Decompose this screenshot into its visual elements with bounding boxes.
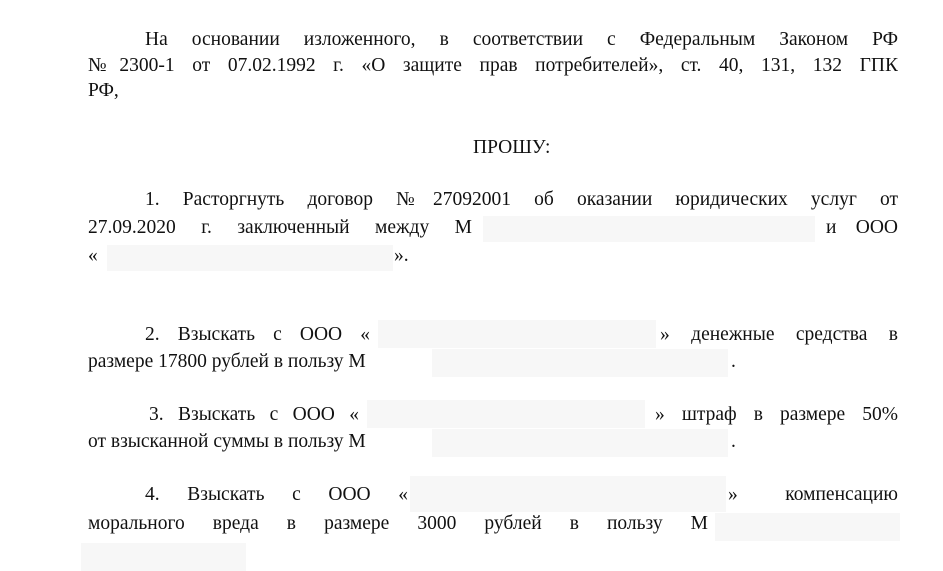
- item-1-line-2a: 27.09.2020 г. заключенный между М: [88, 217, 472, 238]
- redacted-company: [367, 400, 645, 428]
- item-3-line-1a: 3. Взыскать с ООО «: [149, 404, 359, 425]
- redacted-name: [432, 429, 728, 457]
- intro-line-3: РФ,: [88, 80, 119, 101]
- item-4-line-1b: » компенсацию: [728, 484, 898, 505]
- item-3-line-2a: от взысканной суммы в пользу М: [88, 431, 366, 452]
- item-2-line-2b: .: [731, 351, 736, 372]
- item-1-line-2b: и ООО: [826, 217, 898, 238]
- redacted-name: [715, 513, 900, 541]
- item-1-line-1: 1. Расторгнуть договор №27092001 об оказании юридических услуг от: [145, 189, 898, 210]
- item-2-line-1a: 2. Взыскать с ООО «: [145, 324, 370, 345]
- redacted-name: [483, 216, 815, 242]
- item-2-line-2a: размере 17800 рублей в пользу М: [88, 351, 366, 372]
- redacted-name: [432, 349, 728, 377]
- item-1-line-3a: «: [88, 245, 98, 266]
- item-3-line-1b: » штраф в размере 50%: [655, 404, 898, 425]
- item-3-line-2b: .: [731, 431, 736, 452]
- item-4-line-2a: морального вреда в размере 3000 рублей в пользу М: [88, 513, 708, 534]
- intro-line-2: №2300-1 от 07.02.1992 г. «О защите прав потребителей», ст. 40, 131, 132 ГПК: [88, 55, 898, 76]
- redacted-company: [410, 476, 726, 512]
- item-4-line-1a: 4. Взыскать с ООО «: [145, 484, 408, 505]
- redacted-company: [107, 245, 393, 271]
- redacted-company: [378, 320, 656, 348]
- item-1-line-3b: ».: [394, 245, 409, 266]
- heading-prosu: ПРОШУ:: [473, 137, 551, 158]
- redacted-name-continued: [81, 543, 246, 571]
- item-2-line-1b: » денежные средства в: [660, 324, 898, 345]
- intro-line-1: На основании изложенного, в соответствии с Федеральным Законом РФ: [145, 29, 898, 50]
